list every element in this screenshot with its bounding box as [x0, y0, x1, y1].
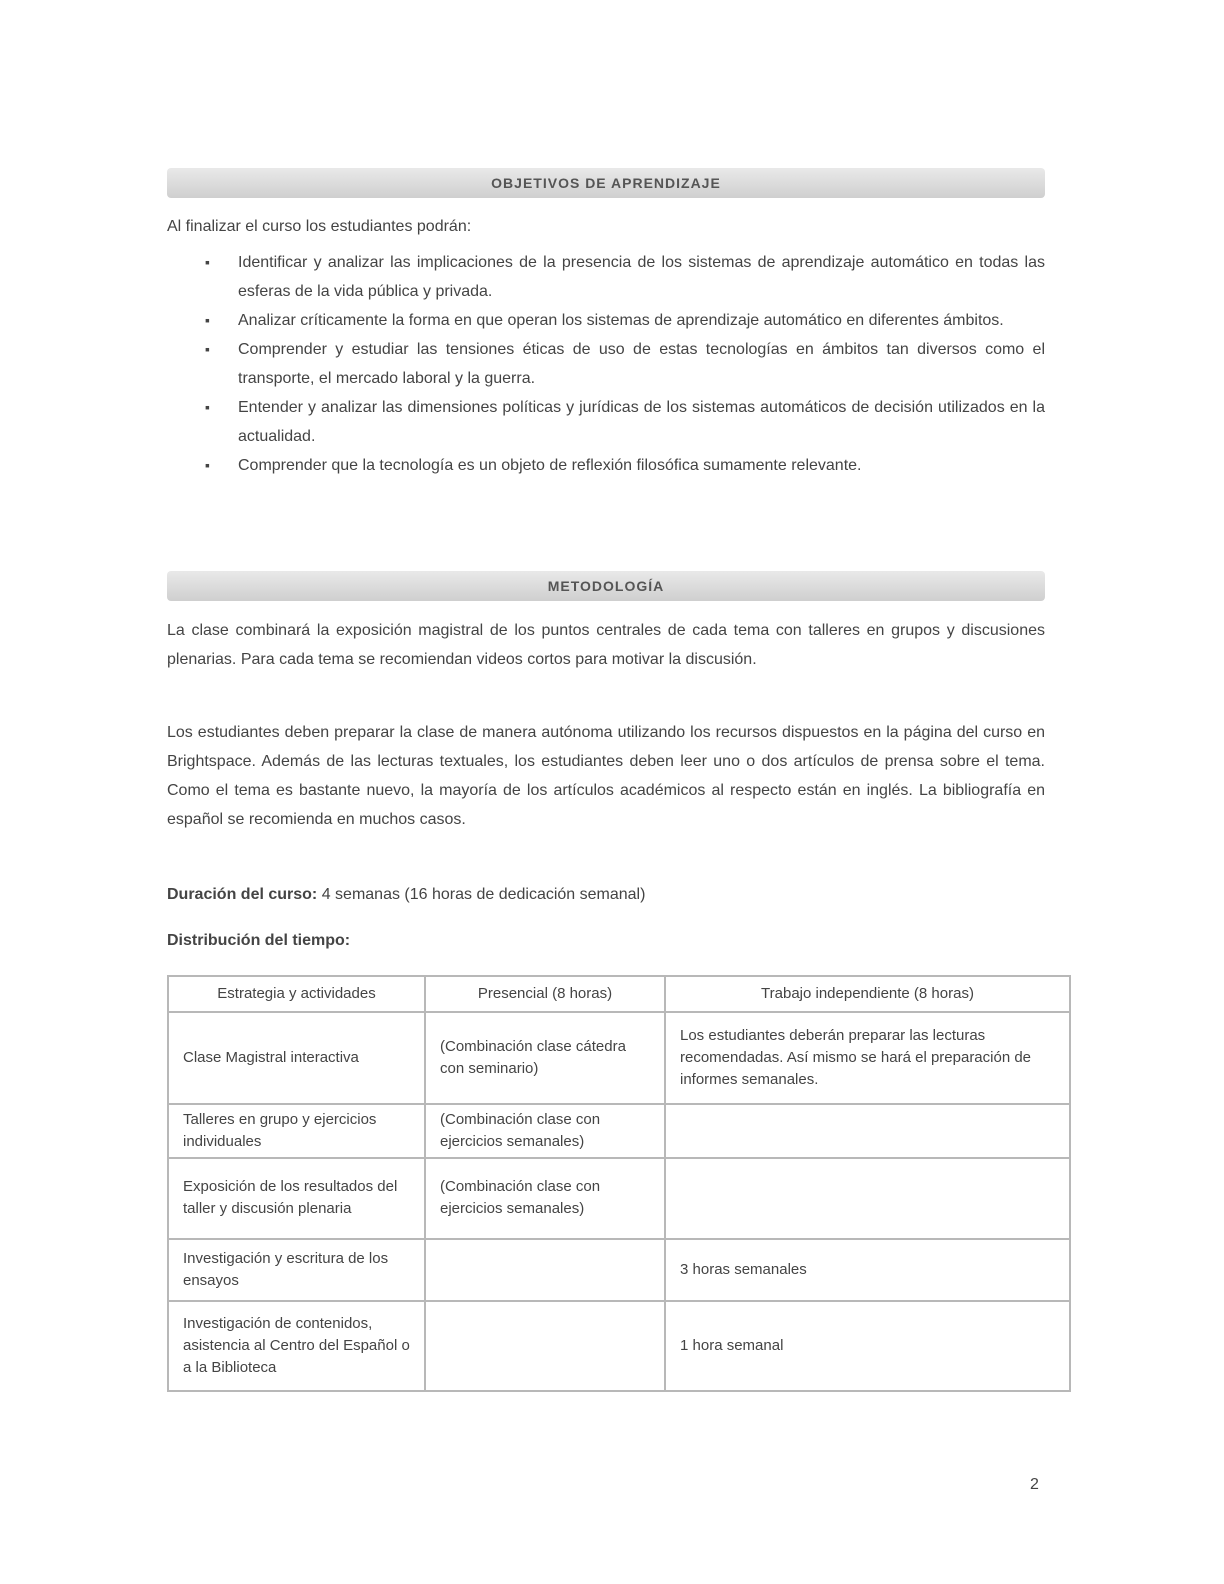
table-cell: Los estudiantes deberán preparar las lecturas recomendadas. Así mismo se hará el preparación de informes semanales.: [665, 1012, 1070, 1104]
objective-item: [167, 335, 1045, 393]
methodology-paragraph: Los estudiantes deben preparar la clase de manera autónoma utilizando los recursos dispuestos en la página del curso en Brightspace. Además de las lecturas textuales, los estudiantes deben leer uno o dos artículos de prensa sobre el tema. Como el tema es bastante nuevo, la mayoría de los artículos académicos al respecto están en inglés. La bibliografía en español se recomienda en muchos casos.: [167, 724, 1045, 828]
table-cell: [665, 1104, 1070, 1158]
table-row: [168, 1158, 1070, 1238]
table-cell: [425, 1239, 665, 1301]
table-header-row: [168, 976, 1070, 1012]
objective-text: Entender y analizar las dimensiones políticas y jurídicas de los sistemas automáticos de decisión utilizados en la actualidad.: [238, 399, 1045, 445]
table-header-cell: Presencial (8 horas): [425, 976, 665, 1012]
course-duration: [167, 880, 1045, 909]
time-distribution-label: Distribución del tiempo:: [167, 932, 351, 949]
page-number: 2: [1030, 1476, 1039, 1493]
time-distribution-table: [167, 975, 1071, 1392]
table-row: [168, 1012, 1070, 1104]
bullet-icon: ▪: [205, 457, 210, 473]
objective-text: Identificar y analizar las implicaciones de la presencia de los sistemas de aprendizaje automático en todas las esferas de la vida pública y privada.: [238, 254, 1045, 300]
table-row: [168, 1301, 1070, 1391]
objective-item: [167, 248, 1045, 306]
table-cell: Clase Magistral interactiva: [168, 1012, 425, 1104]
objective-text: Comprender y estudiar las tensiones éticas de uso de estas tecnologías en ámbitos tan diversos como el transporte, el mercado laboral y la guerra.: [238, 341, 1045, 387]
table-cell: (Combinación clase con ejercicios semanales): [425, 1158, 665, 1238]
table-cell: (Combinación clase cátedra con seminario): [425, 1012, 665, 1104]
objectives-list: [167, 248, 1045, 480]
objective-text: Analizar críticamente la forma en que operan los sistemas de aprendizaje automático en diferentes ámbitos.: [238, 312, 1004, 329]
table-cell: [425, 1301, 665, 1391]
methodology-paragraph: La clase combinará la exposición magistral de los puntos centrales de cada tema con talleres en grupos y discusiones plenarias. Para cada tema se recomiendan videos cortos para motivar la discusión.: [167, 622, 1045, 668]
table-cell: 3 horas semanales: [665, 1239, 1070, 1301]
table-cell: Investigación y escritura de los ensayos: [168, 1239, 425, 1301]
objectives-heading: OBJETIVOS DE APRENDIZAJE: [167, 168, 1045, 198]
table-cell: Investigación de contenidos, asistencia al Centro del Español o a la Biblioteca: [168, 1301, 425, 1391]
table-cell: 1 hora semanal: [665, 1301, 1070, 1391]
table-cell: Exposición de los resultados del taller y discusión plenaria: [168, 1158, 425, 1238]
table-cell: Talleres en grupo y ejercicios individuales: [168, 1104, 425, 1158]
duration-value: 4 semanas (16 horas de dedicación semanal): [317, 886, 646, 903]
bullet-icon: ▪: [205, 312, 210, 328]
table-header-cell: Estrategia y actividades: [168, 976, 425, 1012]
table-cell: [665, 1158, 1070, 1238]
table-header-cell: Trabajo independiente (8 horas): [665, 976, 1070, 1012]
table-row: [168, 1104, 1070, 1158]
objective-text: Comprender que la tecnología es un objeto de reflexión filosófica sumamente relevante.: [238, 457, 862, 474]
objective-item: [167, 393, 1045, 451]
bullet-icon: ▪: [205, 341, 210, 357]
methodology-heading: METODOLOGÍA: [167, 571, 1045, 601]
table-row: [168, 1239, 1070, 1301]
objective-item: [167, 306, 1045, 335]
objectives-intro: Al finalizar el curso los estudiantes podrán:: [167, 218, 472, 235]
table-cell: (Combinación clase con ejercicios semanales): [425, 1104, 665, 1158]
bullet-icon: ▪: [205, 399, 210, 415]
duration-label: Duración del curso:: [167, 886, 318, 903]
bullet-icon: ▪: [205, 254, 210, 270]
objective-item: [167, 451, 1045, 480]
